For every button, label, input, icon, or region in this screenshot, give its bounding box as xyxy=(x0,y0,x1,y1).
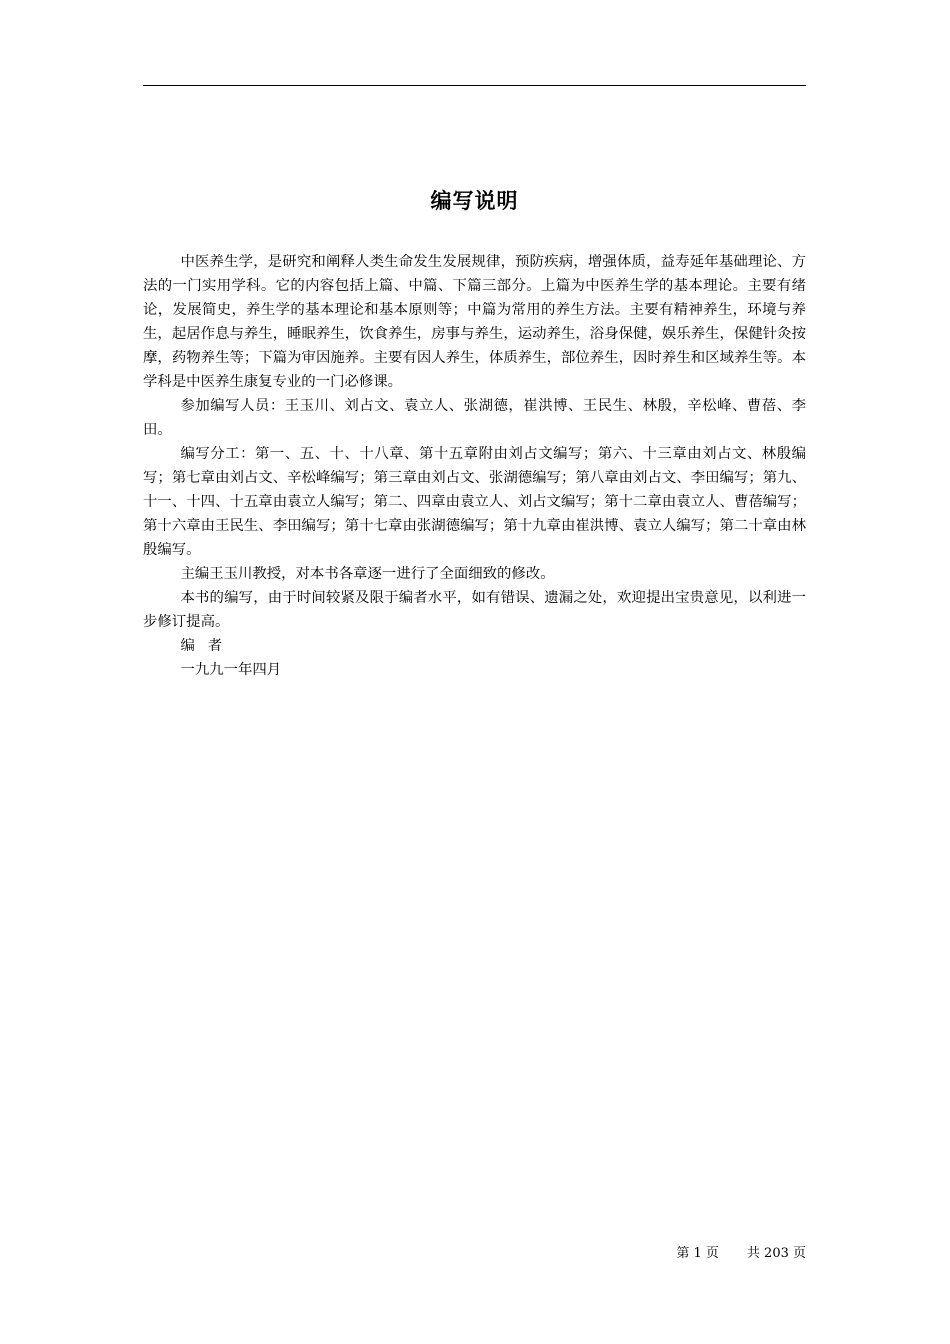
page-number: 第 1 页 xyxy=(676,1246,719,1261)
paragraph-division-of-work: 编写分工：第一、五、十、十八章、第十五章附由刘占文编写；第六、十三章由刘占文、林殷编写；第七章由刘占文、辛松峰编写；第三章由刘占文、张湖德编写；第八章由刘占文、李田编写；第九、十一、十四、十五章由袁立人编写；第二、四章由袁立人、刘占文编写；第十二章由袁立人、曹蓓编写；第十六章由王民生、李田编写；第十七章由张湖德编写；第十九章由崔洪博、袁立人编写；第二十章由林殷编写。 xyxy=(143,446,806,558)
paragraph-intro: 中医养生学，是研究和阐释人类生命发生发展规律，预防疾病，增强体质，益寿延年基础理论、方法的一门实用学科。它的内容包括上篇、中篇、下篇三部分。上篇为中医养生学的基本理论。主要有绪论，发展简史，养生学的基本理论和基本原则等；中篇为常用的养生方法。主要有精神养生，环境与养生，起居作息与养生，睡眠养生，饮食养生，房事与养生，运动养生，浴身保健，娱乐养生，保健针灸按摩，药物养生等；下篇为审因施养。主要有因人养生，体质养生，部位养生，因时养生和区域养生等。本学科是中医养生康复专业的一门必修课。 xyxy=(143,254,806,390)
page-footer xyxy=(676,1244,806,1264)
signature-author-line xyxy=(143,634,806,658)
signature-date: 一九九一年四月 xyxy=(180,662,282,678)
document-body xyxy=(143,250,806,682)
signature-author: 编者 xyxy=(180,638,236,654)
total-pages: 共 203 页 xyxy=(746,1246,806,1261)
paragraph-closing: 本书的编写，由于时间较紧及限于编者水平，如有错误、遗漏之处，欢迎提出宝贵意见，以利进一步修订提高。 xyxy=(143,590,806,630)
paragraph-contributors: 参加编写人员：王玉川、刘占文、袁立人、张湖德，崔洪博、王民生、林殷，辛松峰、曹蓓、李田。 xyxy=(143,398,806,438)
page-title: 编写说明 xyxy=(430,189,519,213)
paragraph-chief-editor: 主编王玉川教授，对本书各章逐一进行了全面细致的修改。 xyxy=(180,566,555,582)
header-rule xyxy=(143,85,806,86)
